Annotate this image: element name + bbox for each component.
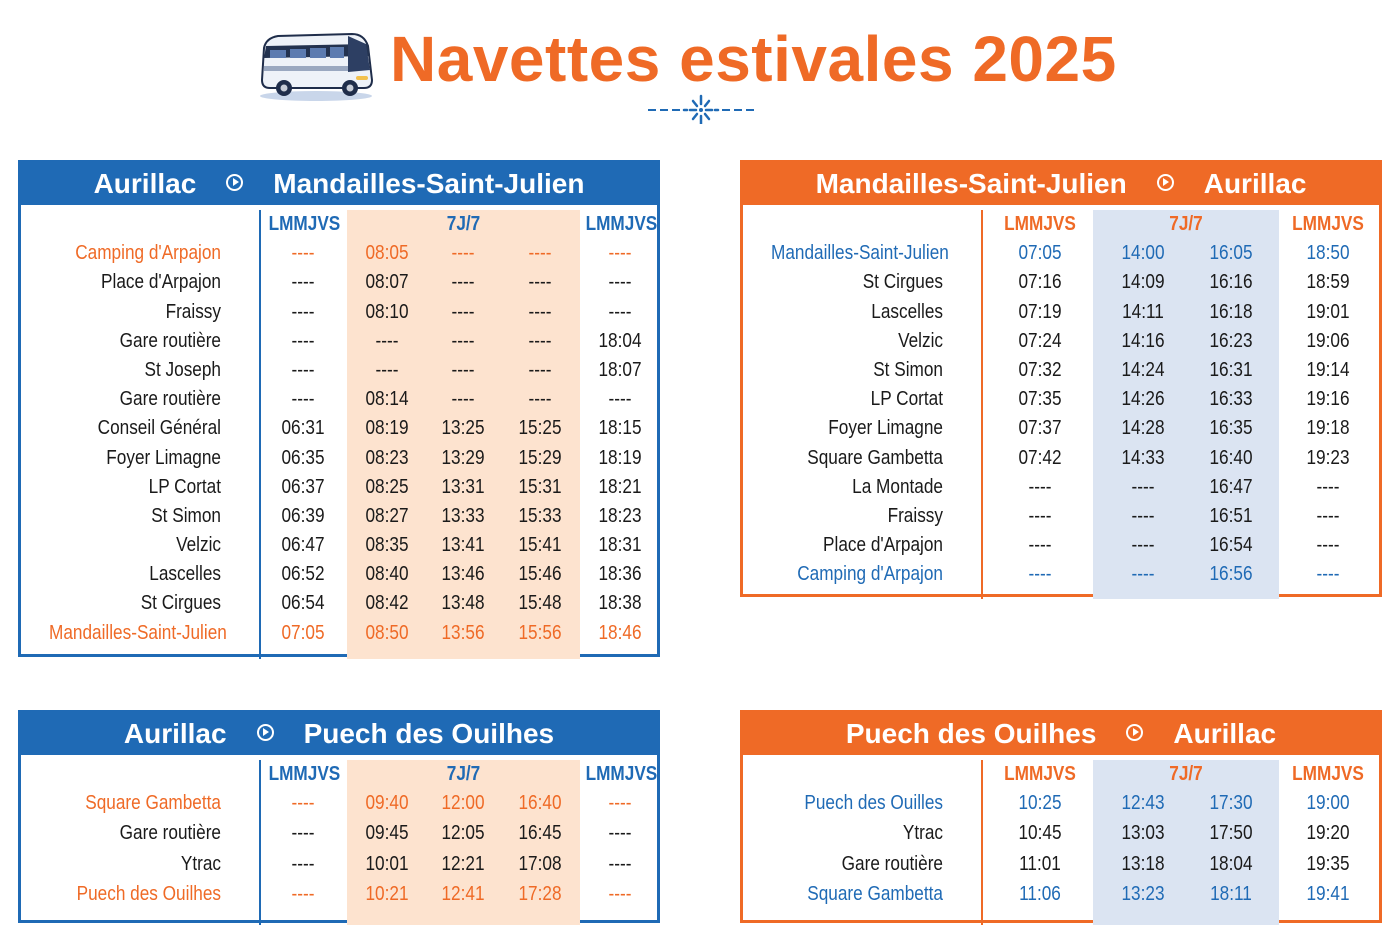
- daily-header: 7J/7: [446, 213, 481, 235]
- departure-time: 15:41: [518, 534, 562, 557]
- table-row: [21, 880, 657, 910]
- departure-time: 16:33: [1209, 388, 1253, 411]
- departure-time: ----: [291, 882, 315, 905]
- table-row: [21, 239, 657, 268]
- departure-time: 18:23: [598, 504, 642, 527]
- table-row: [743, 444, 1379, 473]
- departure-time: ----: [451, 271, 475, 294]
- stop-name: Lascelles: [871, 300, 943, 323]
- departure-time: 16:31: [1209, 358, 1253, 381]
- header-row: [21, 760, 657, 789]
- header-row: [21, 210, 657, 239]
- table-row: [21, 268, 657, 297]
- departure-time: ----: [291, 329, 315, 352]
- departure-time: 19:06: [1306, 329, 1350, 352]
- timetable-mandailles-aurillac: [740, 160, 1382, 597]
- departure-time: 16:18: [1209, 300, 1253, 323]
- stop-name: Foyer Limagne: [106, 446, 221, 469]
- departure-time: ----: [291, 271, 315, 294]
- departure-time: 18:38: [598, 592, 642, 615]
- table-row: [743, 850, 1379, 880]
- departure-time: 14:24: [1121, 358, 1165, 381]
- departure-time: 16:54: [1209, 534, 1253, 557]
- table-row: [743, 789, 1379, 819]
- departure-time: ----: [608, 822, 632, 845]
- departure-time: 19:23: [1306, 446, 1350, 469]
- departure-time: 08:35: [365, 534, 409, 557]
- stop-name: St Simon: [873, 358, 943, 381]
- table-header: [21, 713, 657, 755]
- departure-time: ----: [291, 852, 315, 875]
- table-header: [743, 163, 1379, 205]
- stop-name: Fraissy: [165, 300, 221, 323]
- departure-time: 07:35: [1018, 388, 1062, 411]
- departure-time: 16:35: [1209, 417, 1253, 440]
- departure-time: 18:15: [598, 417, 642, 440]
- departure-time: 16:56: [1209, 563, 1253, 586]
- daily-header: 7J/7: [446, 763, 481, 785]
- stop-name: Velzic: [176, 534, 221, 557]
- departure-time: ----: [291, 388, 315, 411]
- departure-time: 16:40: [518, 792, 562, 815]
- departure-time: 13:46: [441, 563, 485, 586]
- departure-time: 06:39: [281, 504, 325, 527]
- stop-name: Mandailles-Saint-Julien: [771, 242, 949, 265]
- departure-time: 11:06: [1019, 882, 1061, 905]
- table-row: [743, 414, 1379, 443]
- departure-time: ----: [451, 300, 475, 323]
- origin-label: Aurillac: [93, 168, 197, 199]
- departure-time: 16:05: [1209, 242, 1253, 265]
- departure-time: 10:01: [365, 852, 409, 875]
- departure-time: 17:50: [1209, 822, 1253, 845]
- table-row: [743, 473, 1379, 502]
- departure-time: ----: [291, 300, 315, 323]
- departure-time: 07:42: [1018, 446, 1062, 469]
- table-row: [21, 473, 657, 502]
- departure-time: 08:19: [365, 417, 409, 440]
- departure-time: 15:25: [518, 417, 562, 440]
- origin-label: Puech des Ouilhes: [845, 718, 1097, 749]
- stop-name: St Cirgues: [862, 271, 943, 294]
- timetable-aurillac-mandailles: [18, 160, 660, 657]
- departure-time: 11:01: [1019, 852, 1061, 875]
- departure-time: ----: [291, 822, 315, 845]
- departure-time: 18:19: [598, 446, 642, 469]
- departure-time: 19:00: [1306, 792, 1350, 815]
- departure-time: ----: [1028, 475, 1052, 498]
- table-row: [21, 327, 657, 356]
- departure-time: 07:16: [1018, 271, 1062, 294]
- stop-name: Foyer Limagne: [828, 417, 943, 440]
- departure-time: 06:35: [281, 446, 325, 469]
- departure-time: 07:05: [1018, 242, 1062, 265]
- stop-name: Gare routière: [119, 329, 221, 352]
- departure-time: 18:46: [598, 621, 642, 644]
- departure-time: 18:50: [1306, 242, 1350, 265]
- stop-name: Ytrac: [902, 822, 943, 845]
- departure-time: 19:35: [1306, 852, 1350, 875]
- departure-time: 13:33: [441, 504, 485, 527]
- departure-time: 18:59: [1306, 271, 1350, 294]
- stop-name: Mandailles-Saint-Julien: [49, 621, 227, 644]
- departure-time: ----: [528, 271, 552, 294]
- departure-time: 12:21: [441, 852, 485, 875]
- stop-name: Ytrac: [180, 852, 221, 875]
- departure-time: 14:00: [1121, 242, 1165, 265]
- stop-name: Place d'Arpajon: [823, 534, 943, 557]
- departure-time: 06:54: [281, 592, 325, 615]
- departure-time: 12:00: [441, 792, 485, 815]
- stop-name: Gare routière: [119, 388, 221, 411]
- departure-time: ----: [1316, 563, 1340, 586]
- departure-time: 13:31: [441, 475, 485, 498]
- departure-time: 08:27: [365, 504, 409, 527]
- departure-time: 07:24: [1018, 329, 1062, 352]
- departure-time: 08:10: [365, 300, 409, 323]
- table-row: [743, 502, 1379, 531]
- stop-name: La Montade: [852, 475, 943, 498]
- departure-time: 17:30: [1209, 792, 1253, 815]
- stop-name: Square Gambetta: [807, 446, 943, 469]
- table-row: [743, 819, 1379, 849]
- table-row: [21, 560, 657, 589]
- departure-time: ----: [608, 388, 632, 411]
- departure-time: 09:40: [365, 792, 409, 815]
- departure-time: 15:33: [518, 504, 562, 527]
- page-title: Navettes estivales 2025: [390, 23, 1117, 95]
- destination-label: Puech des Ouilhes: [303, 718, 555, 749]
- stop-name: LP Cortat: [148, 475, 221, 498]
- departure-time: 18:04: [598, 329, 642, 352]
- table-row: [21, 619, 657, 648]
- departure-time: 16:16: [1209, 271, 1253, 294]
- departure-time: ----: [375, 358, 399, 381]
- departure-time: 19:14: [1306, 358, 1350, 381]
- departure-time: ----: [1316, 475, 1340, 498]
- departure-time: ----: [528, 329, 552, 352]
- departure-time: ----: [1028, 563, 1052, 586]
- departure-time: 14:33: [1121, 446, 1165, 469]
- departure-time: 15:31: [518, 475, 562, 498]
- arrow-circle-icon: [1126, 724, 1143, 741]
- departure-time: 08:05: [365, 242, 409, 265]
- stop-name: Gare routière: [119, 822, 221, 845]
- stop-name: Puech des Ouilles: [804, 792, 943, 815]
- table-row: [21, 502, 657, 531]
- departure-time: ----: [608, 300, 632, 323]
- departure-time: 12:05: [441, 822, 485, 845]
- timetable-puech-aurillac: [740, 710, 1382, 923]
- departure-time: 12:41: [441, 882, 485, 905]
- departure-time: 10:25: [1018, 792, 1062, 815]
- table-row: [21, 531, 657, 560]
- header-row: [743, 760, 1379, 789]
- table-row: [743, 385, 1379, 414]
- departure-time: 18:07: [598, 358, 642, 381]
- departure-time: 06:37: [281, 475, 325, 498]
- departure-time: ----: [1028, 534, 1052, 557]
- bus-icon: [256, 26, 378, 102]
- departure-time: ----: [291, 242, 315, 265]
- departure-time: ----: [528, 300, 552, 323]
- departure-time: ----: [528, 242, 552, 265]
- departure-time: 16:51: [1209, 504, 1253, 527]
- departure-time: ----: [1131, 534, 1155, 557]
- departure-time: 19:41: [1306, 882, 1350, 905]
- weekday-header: LMMJVS: [268, 763, 341, 785]
- departure-time: ----: [1131, 504, 1155, 527]
- origin-label: Aurillac: [123, 718, 227, 749]
- departure-time: 15:29: [518, 446, 562, 469]
- table-row: [21, 589, 657, 618]
- table-row: [21, 356, 657, 385]
- table-row: [743, 327, 1379, 356]
- table-row: [21, 444, 657, 473]
- departure-time: 13:23: [1121, 882, 1165, 905]
- departure-time: 07:19: [1018, 300, 1062, 323]
- departure-time: 16:40: [1209, 446, 1253, 469]
- departure-time: 14:16: [1121, 329, 1165, 352]
- table-row: [21, 414, 657, 443]
- table-header: [21, 163, 657, 205]
- table-row: [743, 880, 1379, 910]
- departure-time: 16:23: [1209, 329, 1253, 352]
- departure-time: 16:47: [1209, 475, 1253, 498]
- timetable-aurillac-puech: [18, 710, 660, 923]
- table-row: [743, 268, 1379, 297]
- departure-time: ----: [608, 882, 632, 905]
- weekday-header: LMMJVS: [1292, 213, 1364, 235]
- daily-header: 7J/7: [1169, 213, 1203, 235]
- departure-time: 07:32: [1018, 358, 1062, 381]
- departure-time: ----: [451, 358, 475, 381]
- departure-time: 14:09: [1121, 271, 1165, 294]
- stop-name: LP Cortat: [870, 388, 943, 411]
- departure-time: ----: [608, 242, 632, 265]
- departure-time: ----: [451, 329, 475, 352]
- destination-label: Aurillac: [1203, 168, 1307, 199]
- departure-time: ----: [291, 792, 315, 815]
- departure-time: ----: [375, 329, 399, 352]
- departure-time: 07:37: [1018, 417, 1062, 440]
- departure-time: 14:26: [1121, 388, 1165, 411]
- departure-time: 10:21: [365, 882, 409, 905]
- header-row: [743, 210, 1379, 239]
- destination-label: Mandailles-Saint-Julien: [273, 168, 585, 199]
- stop-name: Camping d'Arpajon: [797, 563, 943, 586]
- table-header: [743, 713, 1379, 755]
- departure-time: 13:29: [441, 446, 485, 469]
- departure-time: 19:16: [1306, 388, 1350, 411]
- departure-time: 08:40: [365, 563, 409, 586]
- departure-time: 08:07: [365, 271, 409, 294]
- stop-name: Camping d'Arpajon: [75, 242, 221, 265]
- departure-time: 08:25: [365, 475, 409, 498]
- departure-time: 15:56: [518, 621, 562, 644]
- table-row: [21, 298, 657, 327]
- departure-time: 15:48: [518, 592, 562, 615]
- departure-time: ----: [608, 852, 632, 875]
- departure-time: ----: [451, 242, 475, 265]
- destination-label: Aurillac: [1173, 718, 1277, 749]
- table-row: [743, 298, 1379, 327]
- departure-time: 06:52: [281, 563, 325, 586]
- table-row: [743, 560, 1379, 589]
- stop-name: St Simon: [151, 504, 221, 527]
- departure-time: 18:31: [598, 534, 642, 557]
- departure-time: 15:46: [518, 563, 562, 586]
- table-row: [21, 850, 657, 880]
- departure-time: 18:11: [1210, 882, 1252, 905]
- departure-time: ----: [528, 358, 552, 381]
- departure-time: 18:21: [598, 475, 642, 498]
- departure-time: ----: [1316, 504, 1340, 527]
- arrow-circle-icon: [1157, 174, 1174, 191]
- departure-time: 07:05: [281, 621, 325, 644]
- origin-label: Mandailles-Saint-Julien: [815, 168, 1127, 199]
- departure-time: ----: [528, 388, 552, 411]
- stop-name: Velzic: [898, 329, 943, 352]
- departure-time: 08:23: [365, 446, 409, 469]
- stop-name: Square Gambetta: [85, 792, 221, 815]
- departure-time: 08:50: [365, 621, 409, 644]
- departure-time: 19:20: [1306, 822, 1350, 845]
- departure-time: 13:18: [1121, 852, 1165, 875]
- departure-time: 13:41: [441, 534, 485, 557]
- departure-time: 08:14: [365, 388, 409, 411]
- arrow-circle-icon: [257, 724, 274, 741]
- departure-time: ----: [291, 358, 315, 381]
- departure-time: 13:56: [441, 621, 485, 644]
- departure-time: 09:45: [365, 822, 409, 845]
- departure-time: ----: [1316, 534, 1340, 557]
- departure-time: 08:42: [365, 592, 409, 615]
- departure-time: ----: [1028, 504, 1052, 527]
- departure-time: 12:43: [1121, 792, 1165, 815]
- weekday-header: LMMJVS: [585, 213, 658, 235]
- departure-time: 18:04: [1209, 852, 1253, 875]
- weekday-header: LMMJVS: [1004, 763, 1076, 785]
- departure-time: ----: [1131, 563, 1155, 586]
- table-row: [21, 819, 657, 849]
- stop-name: St Joseph: [144, 358, 221, 381]
- table-row: [21, 385, 657, 414]
- departure-time: ----: [608, 271, 632, 294]
- departure-time: 06:31: [281, 417, 325, 440]
- departure-time: ----: [608, 792, 632, 815]
- stop-name: St Cirgues: [140, 592, 221, 615]
- departure-time: 17:28: [518, 882, 562, 905]
- table-row: [743, 239, 1379, 268]
- arrow-circle-icon: [226, 174, 243, 191]
- stop-name: Gare routière: [841, 852, 943, 875]
- table-row: [743, 356, 1379, 385]
- departure-time: ----: [451, 388, 475, 411]
- stop-name: Square Gambetta: [807, 882, 943, 905]
- departure-time: 14:11: [1122, 300, 1164, 323]
- departure-time: 06:47: [281, 534, 325, 557]
- departure-time: 19:01: [1306, 300, 1350, 323]
- table-row: [21, 789, 657, 819]
- ornament-icon: [646, 92, 756, 124]
- stop-name: Lascelles: [149, 563, 221, 586]
- departure-time: 13:48: [441, 592, 485, 615]
- departure-time: 18:36: [598, 563, 642, 586]
- weekday-header: LMMJVS: [1292, 763, 1364, 785]
- weekday-header: LMMJVS: [1004, 213, 1076, 235]
- table-row: [743, 531, 1379, 560]
- stop-name: Place d'Arpajon: [101, 271, 221, 294]
- departure-time: ----: [1131, 475, 1155, 498]
- stop-name: Puech des Ouilhes: [76, 882, 221, 905]
- departure-time: 14:28: [1121, 417, 1165, 440]
- departure-time: 17:08: [518, 852, 562, 875]
- weekday-header: LMMJVS: [268, 213, 341, 235]
- daily-header: 7J/7: [1169, 763, 1203, 785]
- departure-time: 10:45: [1018, 822, 1062, 845]
- departure-time: 13:03: [1121, 822, 1165, 845]
- departure-time: 19:18: [1306, 417, 1350, 440]
- departure-time: 13:25: [441, 417, 485, 440]
- stop-name: Fraissy: [887, 504, 943, 527]
- departure-time: 16:45: [518, 822, 562, 845]
- weekday-header: LMMJVS: [585, 763, 658, 785]
- stop-name: Conseil Général: [97, 417, 221, 440]
